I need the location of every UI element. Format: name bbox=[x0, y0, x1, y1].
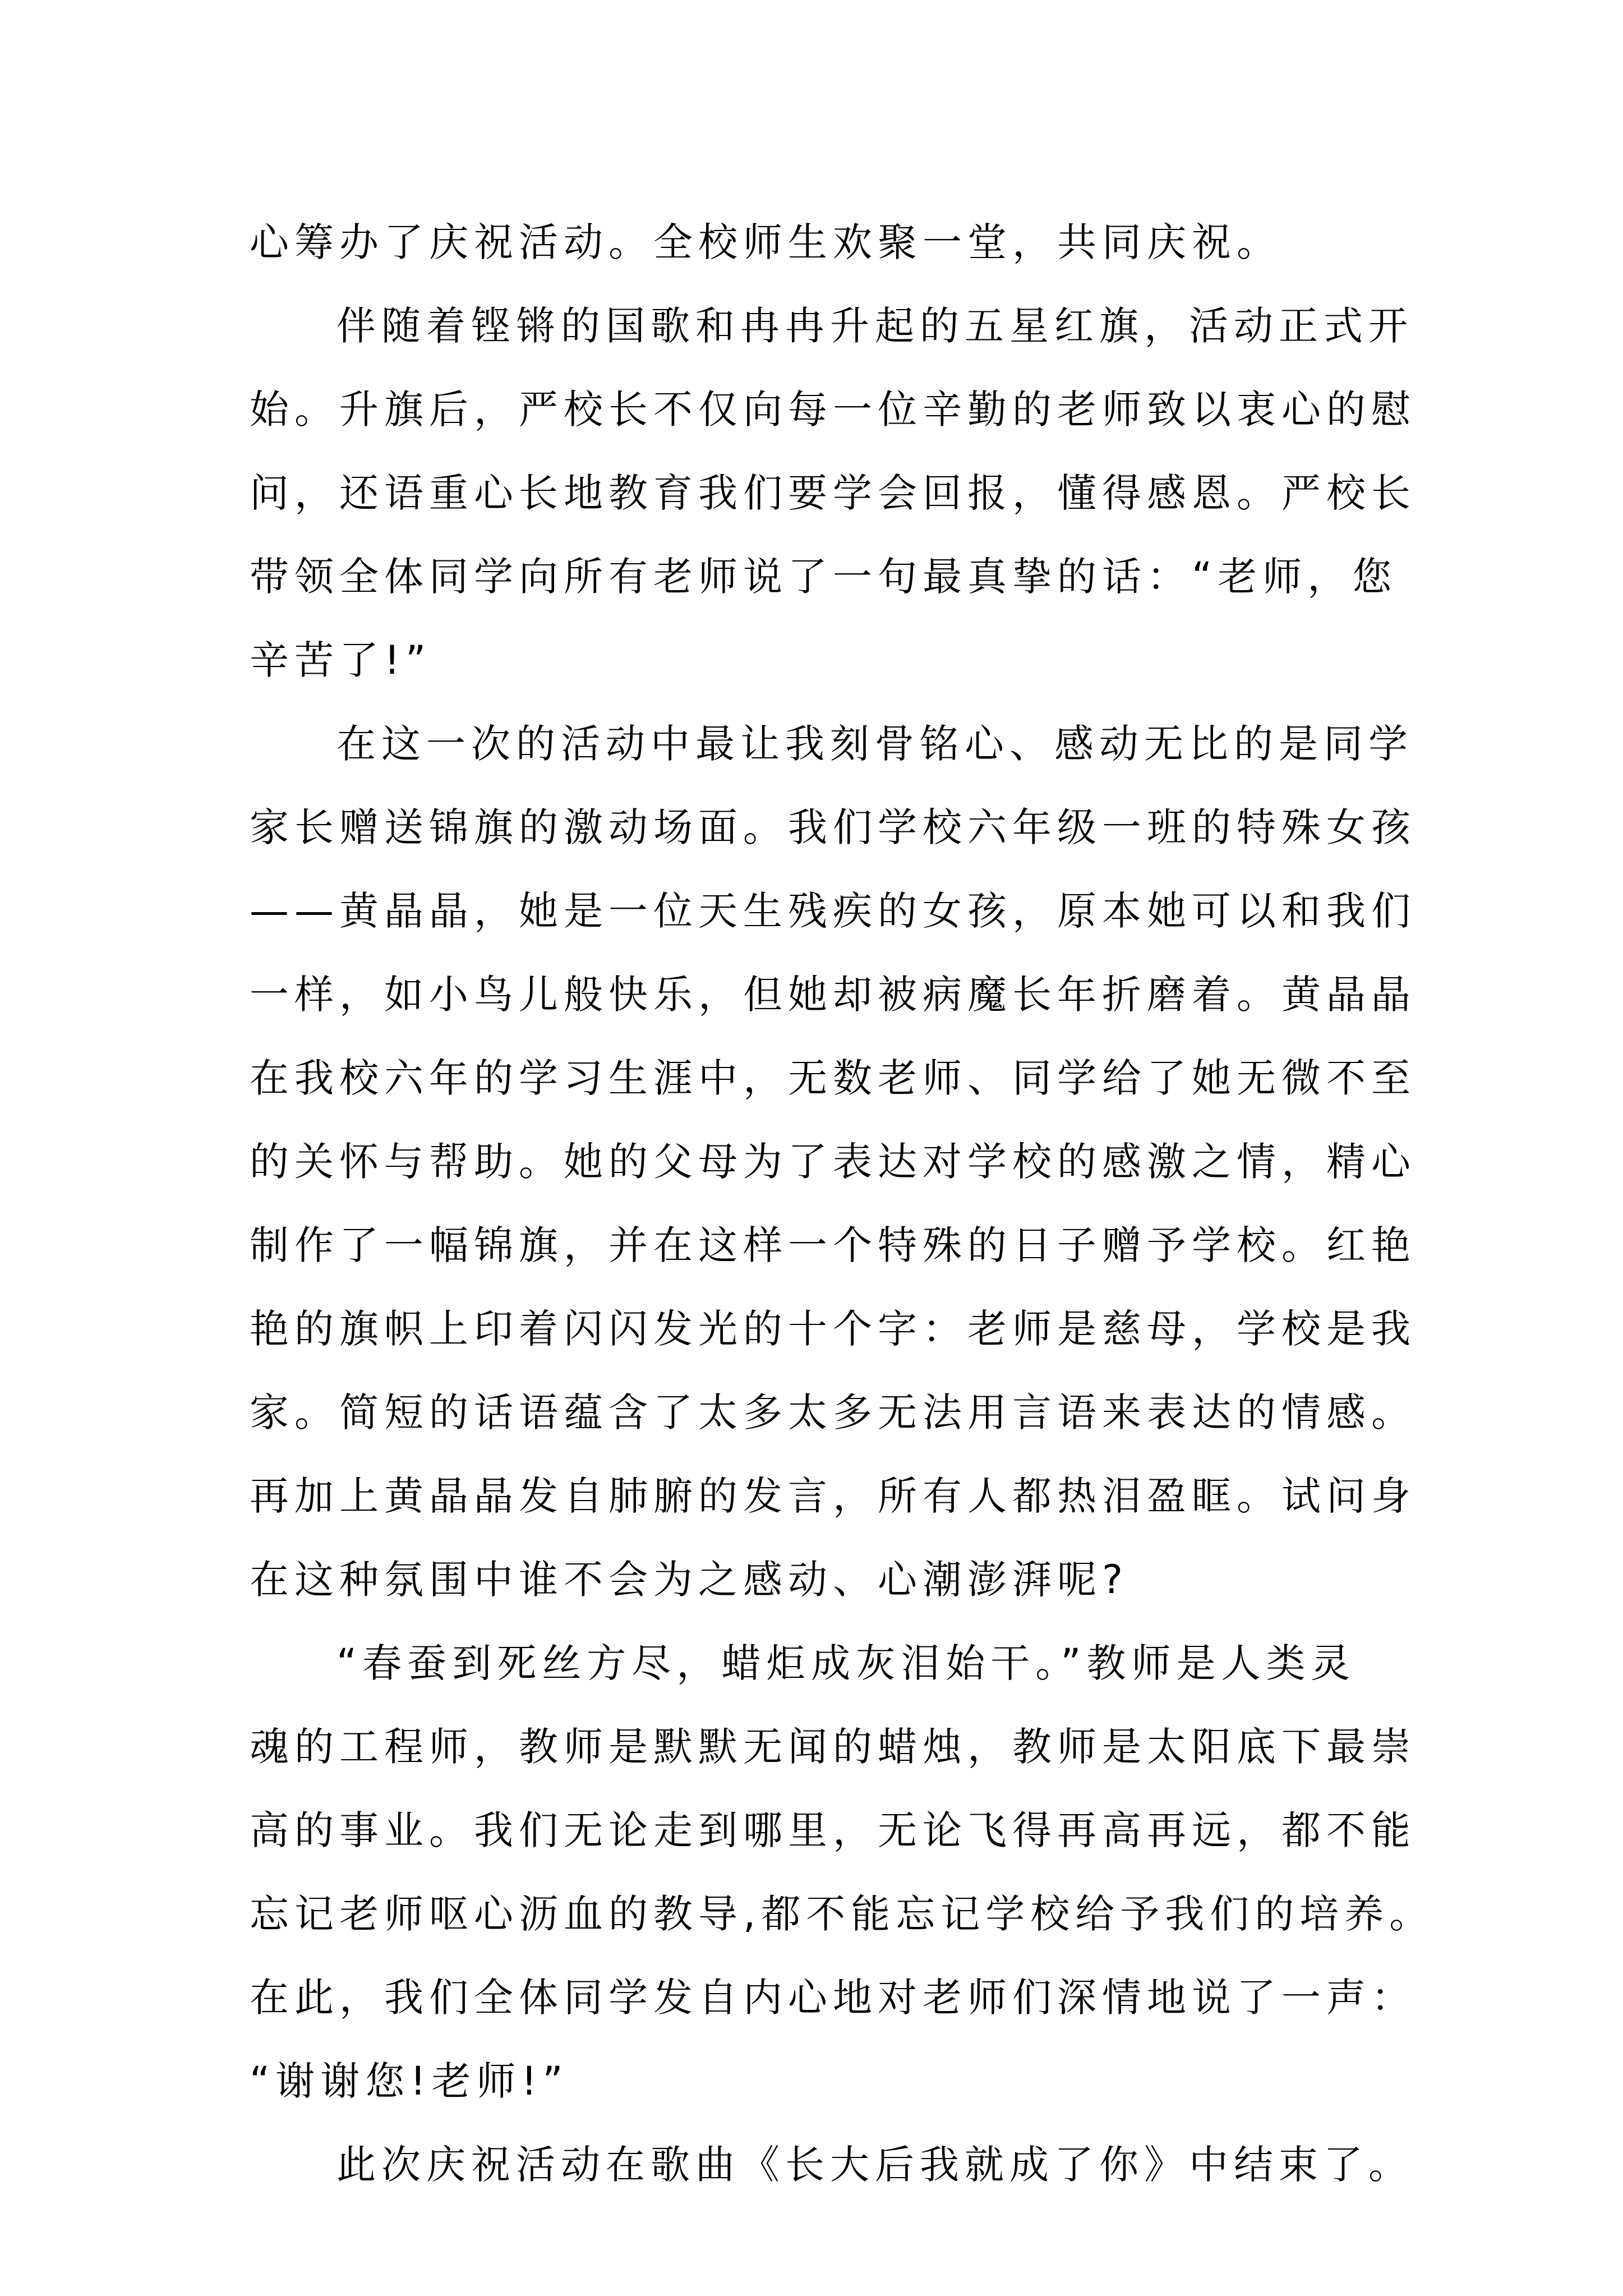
text-line: 心筹办了庆祝活动。全校师生欢聚一堂，共同庆祝。 bbox=[250, 219, 1281, 265]
text-line: “谢谢您!老师!” bbox=[250, 2058, 569, 2104]
text-line: 忘记老师呕心沥血的教导,都不能忘记学校给予我们的培养。 bbox=[250, 1891, 1435, 1937]
text-line: 问，还语重心长地教育我们要学会回报，懂得感恩。严校长 bbox=[250, 470, 1416, 516]
text-line: 制作了一幅锦旗，并在这样一个特殊的日子赠予学校。红艳 bbox=[250, 1222, 1416, 1268]
text-line: 家。简短的话语蕴含了太多太多无法用言语来表达的情感。 bbox=[250, 1389, 1416, 1435]
text-line: 始。升旗后，严校长不仅向每一位辛勤的老师致以衷心的慰 bbox=[250, 386, 1416, 432]
text-line: 在这种氛围中谁不会为之感动、心潮澎湃呢? bbox=[250, 1557, 1129, 1603]
text-line: 在我校六年的学习生涯中，无数老师、同学给了她无微不至 bbox=[250, 1055, 1416, 1101]
text-line: “春蚕到死丝方尽，蜡炬成灰泪始干。”教师是人类灵 bbox=[336, 1640, 1356, 1686]
text-line: 此次庆祝活动在歌曲《长大后我就成了你》中结束了。 bbox=[336, 2142, 1413, 2188]
text-line: 的关怀与帮助。她的父母为了表达对学校的感激之情，精心 bbox=[250, 1139, 1416, 1185]
text-line: 带领全体同学向所有老师说了一句最真挚的话：“老师，您 bbox=[250, 554, 1398, 600]
text-line: 艳的旗帜上印着闪闪发光的十个字：老师是慈母，学校是我 bbox=[250, 1306, 1416, 1352]
text-line: 家长赠送锦旗的激动场面。我们学校六年级一班的特殊女孩 bbox=[250, 804, 1416, 850]
text-line: 在这一次的活动中最让我刻骨铭心、感动无比的是同学 bbox=[336, 721, 1413, 767]
text-line: ——黄晶晶，她是一位天生残疾的女孩，原本她可以和我们 bbox=[250, 888, 1416, 934]
text-line: 一样，如小鸟儿般快乐，但她却被病魔长年折磨着。黄晶晶 bbox=[250, 972, 1416, 1018]
text-line: 再加上黄晶晶发自肺腑的发言，所有人都热泪盈眶。试问身 bbox=[250, 1473, 1416, 1519]
text-line: 魂的工程师，教师是默默无闻的蜡烛，教师是太阳底下最崇 bbox=[250, 1724, 1416, 1770]
text-line: 在此，我们全体同学发自内心地对老师们深情地说了一声： bbox=[250, 1975, 1416, 2021]
text-line: 高的事业。我们无论走到哪里，无论飞得再高再远，都不能 bbox=[250, 1807, 1416, 1853]
text-line: 辛苦了!” bbox=[250, 637, 432, 683]
text-line: 伴随着铿锵的国歌和冉冉升起的五星红旗，活动正式开 bbox=[336, 303, 1413, 349]
